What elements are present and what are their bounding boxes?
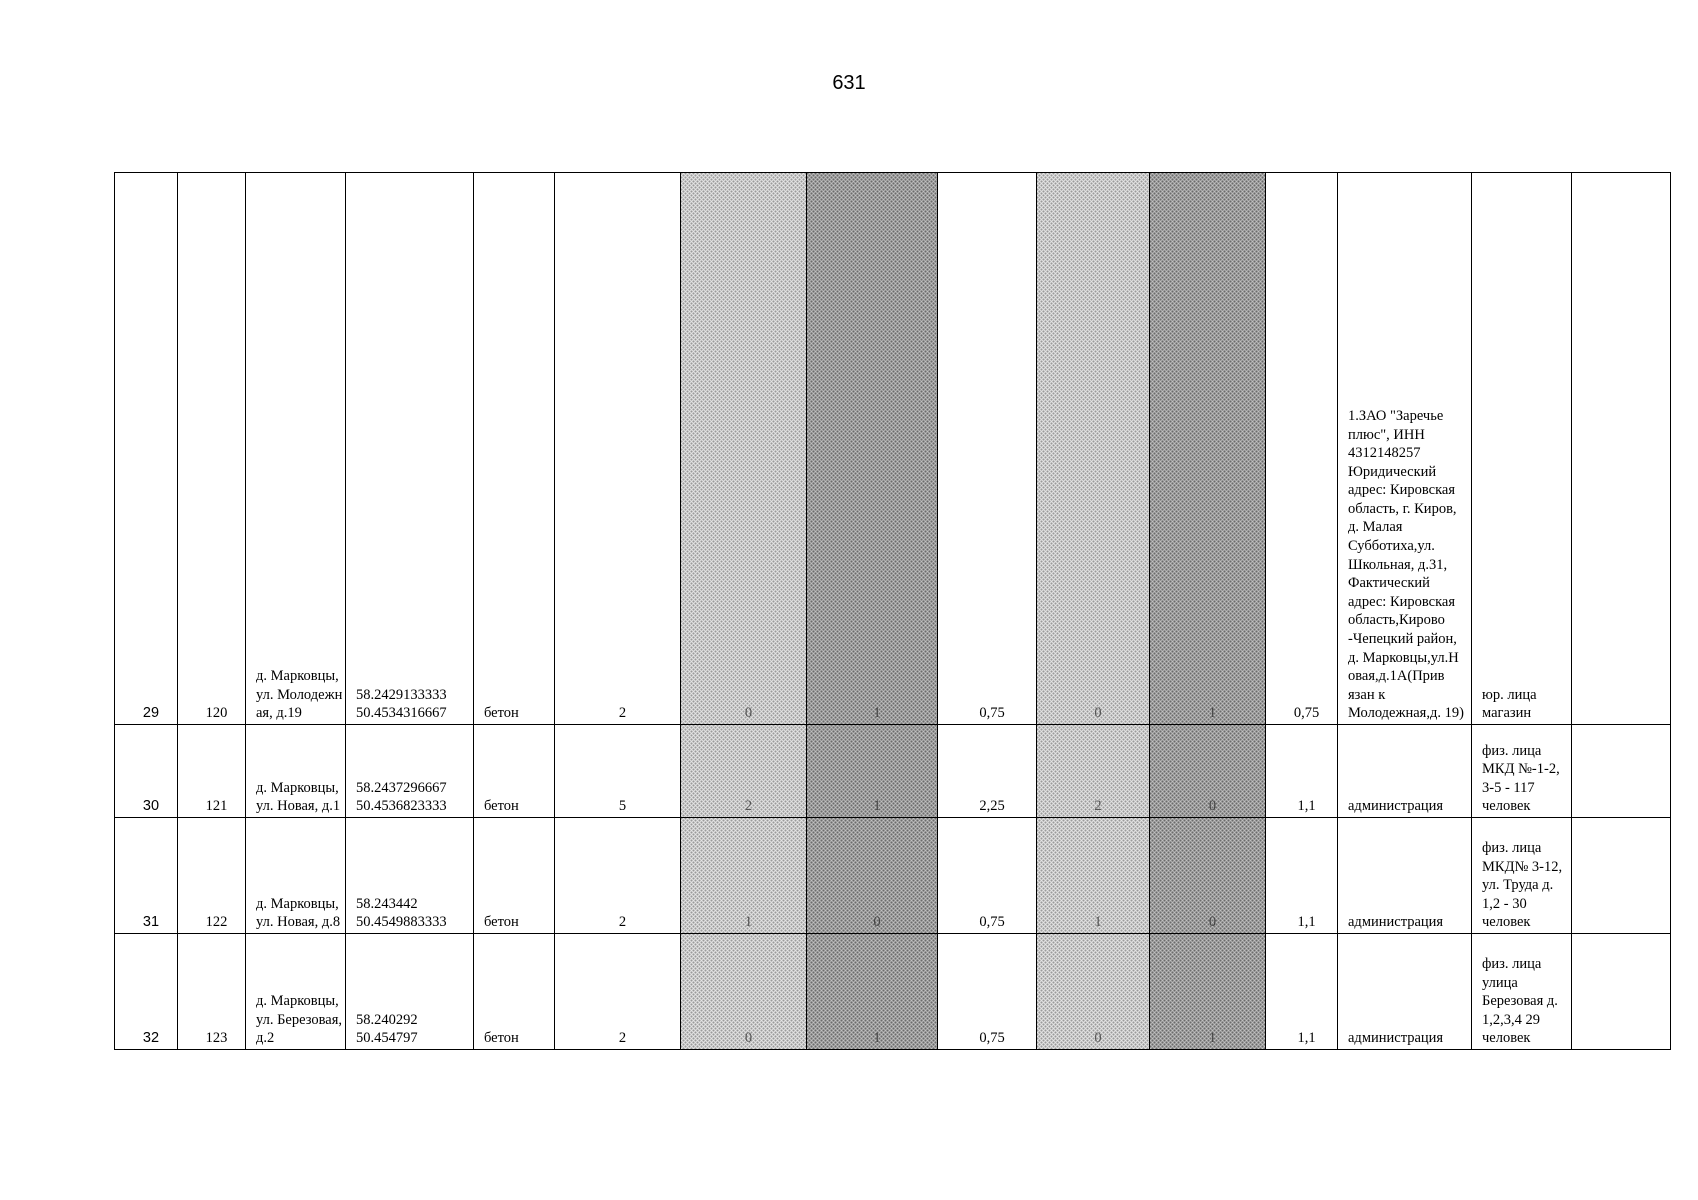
shaded-count-cell: 1 <box>807 725 938 818</box>
notes-cell <box>1572 934 1671 1050</box>
users-cell: физ. лица улица Березовая д. 1,2,3,4 29 человек <box>1472 934 1572 1050</box>
volume-cell: 0,75 <box>1266 173 1338 725</box>
address-cell: д. Марковцы, ул. Новая, д.1 <box>246 725 346 818</box>
address-cell: д. Марковцы, ул. Молодежн ая, д.19 <box>246 173 346 725</box>
surface-cell: бетон <box>474 173 555 725</box>
table-row <box>115 818 1671 934</box>
shaded-count-cell: 0 <box>681 934 807 1050</box>
site-id-cell: 120 <box>178 173 246 725</box>
shaded-count-cell: 0 <box>1150 818 1266 934</box>
shaded-count-cell: 1 <box>1150 934 1266 1050</box>
longitude: 50.454797 <box>356 1030 418 1047</box>
owner-cell: администрация <box>1338 934 1472 1050</box>
shaded-count-cell: 0 <box>807 818 938 934</box>
volume-cell: 0,75 <box>938 173 1037 725</box>
longitude: 50.4549883333 <box>356 914 447 931</box>
shaded-count-cell: 0 <box>1150 725 1266 818</box>
shaded-count-cell: 1 <box>1037 818 1150 934</box>
notes-cell <box>1572 725 1671 818</box>
users-cell: физ. лица МКД№ 3-12, ул. Труда д. 1,2 - 30 человек <box>1472 818 1572 934</box>
volume-cell: 0,75 <box>938 934 1037 1050</box>
surface-cell: бетон <box>474 725 555 818</box>
coordinates-cell <box>346 173 474 725</box>
total-containers-cell: 5 <box>555 725 681 818</box>
latitude: 58.2429133333 <box>356 686 447 703</box>
row-number-cell: 29 <box>115 173 178 725</box>
users-cell: физ. лица МКД №-1-2, 3-5 - 117 человек <box>1472 725 1572 818</box>
volume-cell: 2,25 <box>938 725 1037 818</box>
latitude: 58.243442 <box>356 895 418 912</box>
site-id-cell: 122 <box>178 818 246 934</box>
notes-cell <box>1572 173 1671 725</box>
shaded-count-cell: 1 <box>807 934 938 1050</box>
volume-cell: 0,75 <box>938 818 1037 934</box>
latitude: 58.240292 <box>356 1011 418 1028</box>
shaded-count-cell: 1 <box>1150 173 1266 725</box>
coordinates-cell <box>346 934 474 1050</box>
total-containers-cell: 2 <box>555 818 681 934</box>
page-number: 631 <box>832 72 866 94</box>
row-number-cell: 30 <box>115 725 178 818</box>
shaded-count-cell: 0 <box>681 173 807 725</box>
owner-cell: администрация <box>1338 725 1472 818</box>
row-number-cell: 31 <box>115 818 178 934</box>
table-row <box>115 173 1671 725</box>
coordinates-cell <box>346 818 474 934</box>
volume-cell: 1,1 <box>1266 725 1338 818</box>
users-cell: юр. лица магазин <box>1472 173 1572 725</box>
total-containers-cell: 2 <box>555 173 681 725</box>
coordinates-cell <box>346 725 474 818</box>
address-cell: д. Марковцы, ул. Березовая, д.2 <box>246 934 346 1050</box>
shaded-count-cell: 1 <box>681 818 807 934</box>
notes-cell <box>1572 818 1671 934</box>
table-row <box>115 934 1671 1050</box>
longitude: 50.4534316667 <box>356 705 447 722</box>
volume-cell: 1,1 <box>1266 818 1338 934</box>
shaded-count-cell: 1 <box>807 173 938 725</box>
surface-cell: бетон <box>474 818 555 934</box>
site-id-cell: 123 <box>178 934 246 1050</box>
row-number-cell: 32 <box>115 934 178 1050</box>
surface-cell: бетон <box>474 934 555 1050</box>
total-containers-cell: 2 <box>555 934 681 1050</box>
data-table <box>114 172 1671 1050</box>
shaded-count-cell: 0 <box>1037 934 1150 1050</box>
latitude: 58.2437296667 <box>356 779 447 796</box>
table-row <box>115 725 1671 818</box>
owner-cell: 1.ЗАО "Заречье плюс", ИНН 4312148257 Юридический адрес: Кировская область, г. Киров, д. Малая Субботиха,ул. Школьная, д.31, Фактический адрес: Кировская область,Кирово -Чепецкий район, д. Марковцы,ул.Н овая,д.1А(Прив язан к Молодежная,д. 19) <box>1338 173 1472 725</box>
shaded-count-cell: 2 <box>1037 725 1150 818</box>
longitude: 50.4536823333 <box>356 798 447 815</box>
owner-cell: администрация <box>1338 818 1472 934</box>
volume-cell: 1,1 <box>1266 934 1338 1050</box>
shaded-count-cell: 0 <box>1037 173 1150 725</box>
address-cell: д. Марковцы, ул. Новая, д.8 <box>246 818 346 934</box>
site-id-cell: 121 <box>178 725 246 818</box>
shaded-count-cell: 2 <box>681 725 807 818</box>
